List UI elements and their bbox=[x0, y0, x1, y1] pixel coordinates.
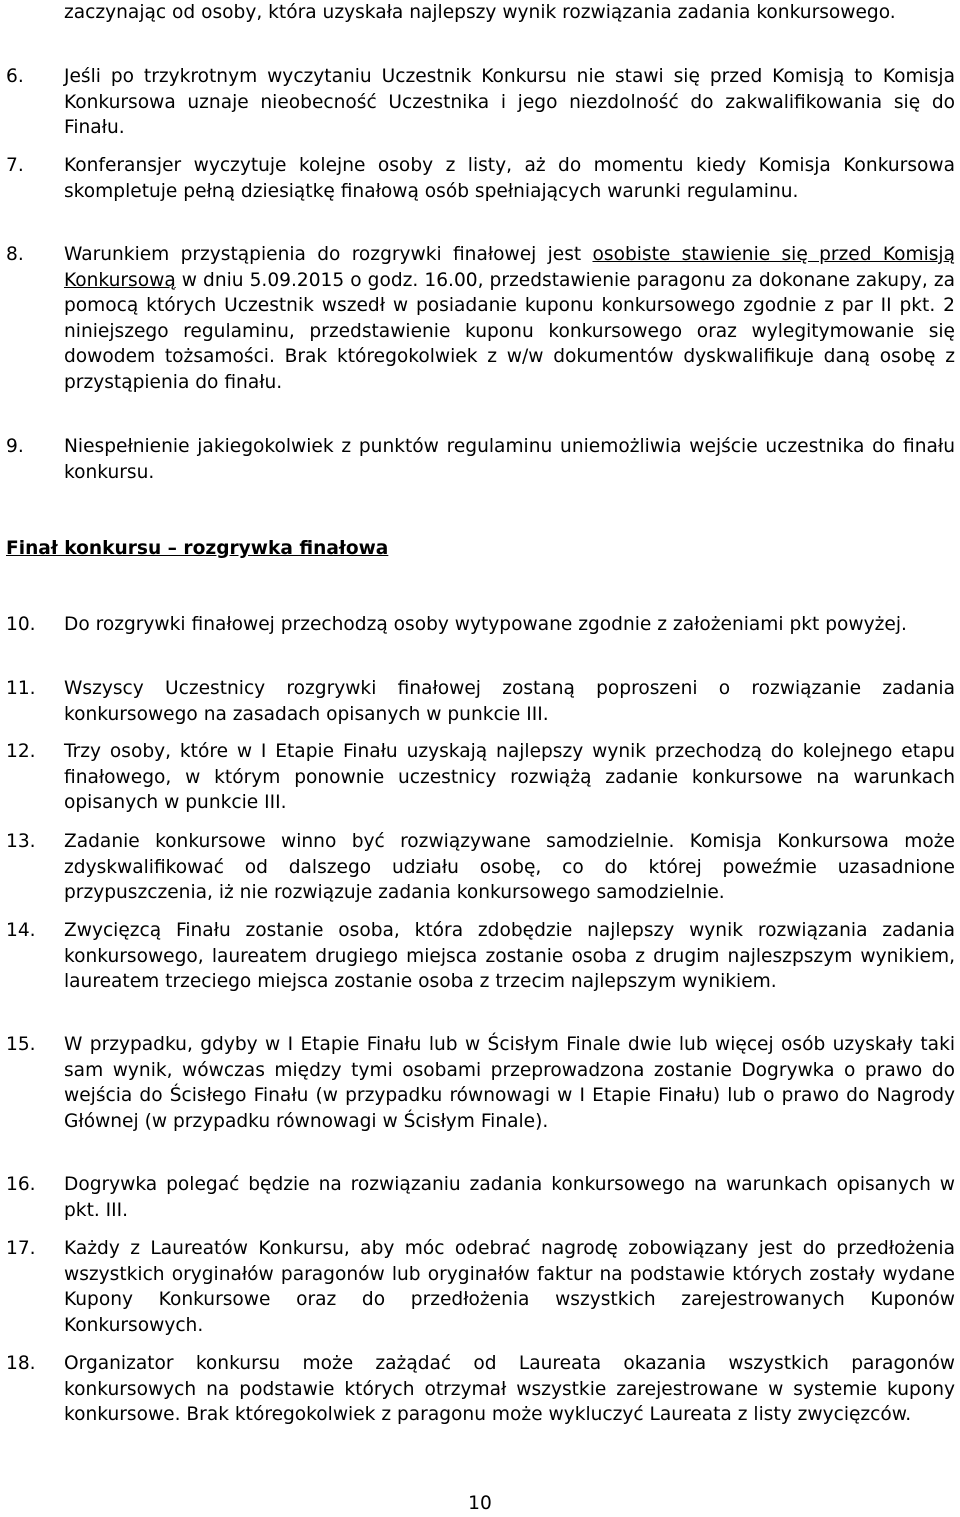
item-number: 13. bbox=[6, 831, 36, 852]
item-text-start: Warunkiem przystąpienia do rozgrywki finałowej jest bbox=[64, 244, 593, 265]
list-item-16 bbox=[6, 1172, 955, 1223]
item-number: 14. bbox=[6, 920, 36, 941]
intro-paragraph bbox=[64, 0, 955, 26]
item-text: Organizator konkursu może zażądać od Laureata okazania wszystkich paragonów konkursowych na podstawie których otrzymał wszystkie zarejestrowane w systemie kupony konkursowe. Brak któregokolwiek z paragonu może wykluczyć Laureata z listy zwycięzców. bbox=[64, 1353, 955, 1425]
item-text: Niespełnienie jakiegokolwiek z punktów regulaminu uniemożliwia wejście uczestnika do finału konkursu. bbox=[64, 436, 955, 483]
item-text: Zwycięzcą Finału zostanie osoba, która zdobędzie najlepszy wynik rozwiązania zadania konkursowego, laureatem drugiego miejsca zostanie osoba z drugim najleszpszym wynikiem, laureatem trzeciego miejsca zostanie osoba z trzecim najlepszym wynikiem. bbox=[64, 920, 955, 992]
item-text: Trzy osoby, które w I Etapie Finału uzyskają najlepszy wynik przechodzą do kolejnego etapu finałowego, w którym ponownie uczestnicy rozwiążą zadanie konkursowe na warunkach opisanych w punkcie III. bbox=[64, 741, 955, 813]
list-item-6 bbox=[6, 64, 955, 141]
item-number: 18. bbox=[6, 1353, 36, 1374]
item-number: 6. bbox=[6, 66, 24, 87]
list-item-17 bbox=[6, 1236, 955, 1338]
item-number: 16. bbox=[6, 1174, 36, 1195]
item-text-underlined: osobiste stawienie się przed Komisją Konkursową bbox=[64, 244, 955, 291]
list-item-9 bbox=[6, 434, 955, 485]
section-heading: Finał konkursu – rozgrywka finałowa bbox=[6, 538, 389, 559]
list-item-8 bbox=[6, 242, 955, 395]
list-item-11 bbox=[6, 676, 955, 727]
item-number: 9. bbox=[6, 436, 24, 457]
item-text: W przypadku, gdyby w I Etapie Finału lub w Ścisłym Finale dwie lub więcej osób uzyskały taki sam wynik, wówczas między tymi osobami przeprowadzona zostanie Dogrywka o prawo do wejścia do Ścisłego Finału (w przypadku równowagi w I Etapie Finału) lub o prawo do Nagrody Głównej (w przypadku równowagi w Ścisłym Finale). bbox=[64, 1034, 955, 1132]
item-number: 7. bbox=[6, 155, 24, 176]
list-item-18 bbox=[6, 1351, 955, 1428]
list-item-7 bbox=[6, 153, 955, 204]
list-item-10 bbox=[6, 612, 955, 638]
item-text: Dogrywka polegać będzie na rozwiązaniu zadania konkursowego na warunkach opisanych w pkt. III. bbox=[64, 1174, 955, 1221]
item-number: 8. bbox=[6, 244, 24, 265]
list-item-14 bbox=[6, 918, 955, 995]
item-text-end: w dniu 5.09.2015 o godz. 16.00, przedstawienie paragonu za dokonane zakupy, za pomocą których Uczestnik wszedł w posiadanie kuponu konkursowego zgodnie z par II pkt. 2 niniejszego regulaminu, przedstawienie kuponu konkursowego oraz wylegitymowanie się dowodem tożsamości. Brak któregokolwiek z w/w dokumentów dyskwalifikuje daną osobę z przystąpienia do finału. bbox=[64, 269, 955, 393]
item-number: 15. bbox=[6, 1034, 36, 1055]
item-text: Konferansjer wyczytuje kolejne osoby z listy, aż do momentu kiedy Komisja Konkursowa skompletuje pełną dziesiątkę finałową osób spełniających warunki regulaminu. bbox=[64, 155, 955, 202]
item-text: Do rozgrywki finałowej przechodzą osoby wytypowane zgodnie z założeniami pkt powyżej. bbox=[64, 614, 907, 635]
list-item-15 bbox=[6, 1032, 955, 1134]
item-text: Jeśli po trzykrotnym wyczytaniu Uczestnik Konkursu nie stawi się przed Komisją to Komisja Konkursowa uznaje nieobecność Uczestnika i jego niezdolność do zakwalifikowania się do Finału. bbox=[64, 66, 955, 138]
page-number: 10 bbox=[468, 1493, 492, 1514]
item-text: Każdy z Laureatów Konkursu, aby móc odebrać nagrodę zobowiązany jest do przedłożenia wszystkich oryginałów paragonów lub oryginałów faktur na podstawie których zostały wydane Kupony Konkursowe oraz do przedłożenia wszystkich zarejestrowanych Kuponów Konkursowych. bbox=[64, 1238, 955, 1336]
item-number: 12. bbox=[6, 741, 36, 762]
intro-text: zaczynając od osoby, która uzyskała najlepszy wynik rozwiązania zadania konkursowego. bbox=[64, 2, 896, 23]
item-number: 17. bbox=[6, 1238, 36, 1259]
item-text: Zadanie konkursowe winno być rozwiązywane samodzielnie. Komisja Konkursowa może zdyskwalifikować od dalszego udziału osobę, co do której poweźmie uzasadnione przypuszczenia, iż nie rozwiązuje zadania konkursowego samodzielnie. bbox=[64, 831, 955, 903]
item-number: 10. bbox=[6, 614, 36, 635]
item-number: 11. bbox=[6, 678, 36, 699]
list-item-12 bbox=[6, 739, 955, 816]
list-item-13 bbox=[6, 829, 955, 906]
item-text: Wszyscy Uczestnicy rozgrywki finałowej zostaną poproszeni o rozwiązanie zadania konkursowego na zasadach opisanych w punkcie III. bbox=[64, 678, 955, 725]
